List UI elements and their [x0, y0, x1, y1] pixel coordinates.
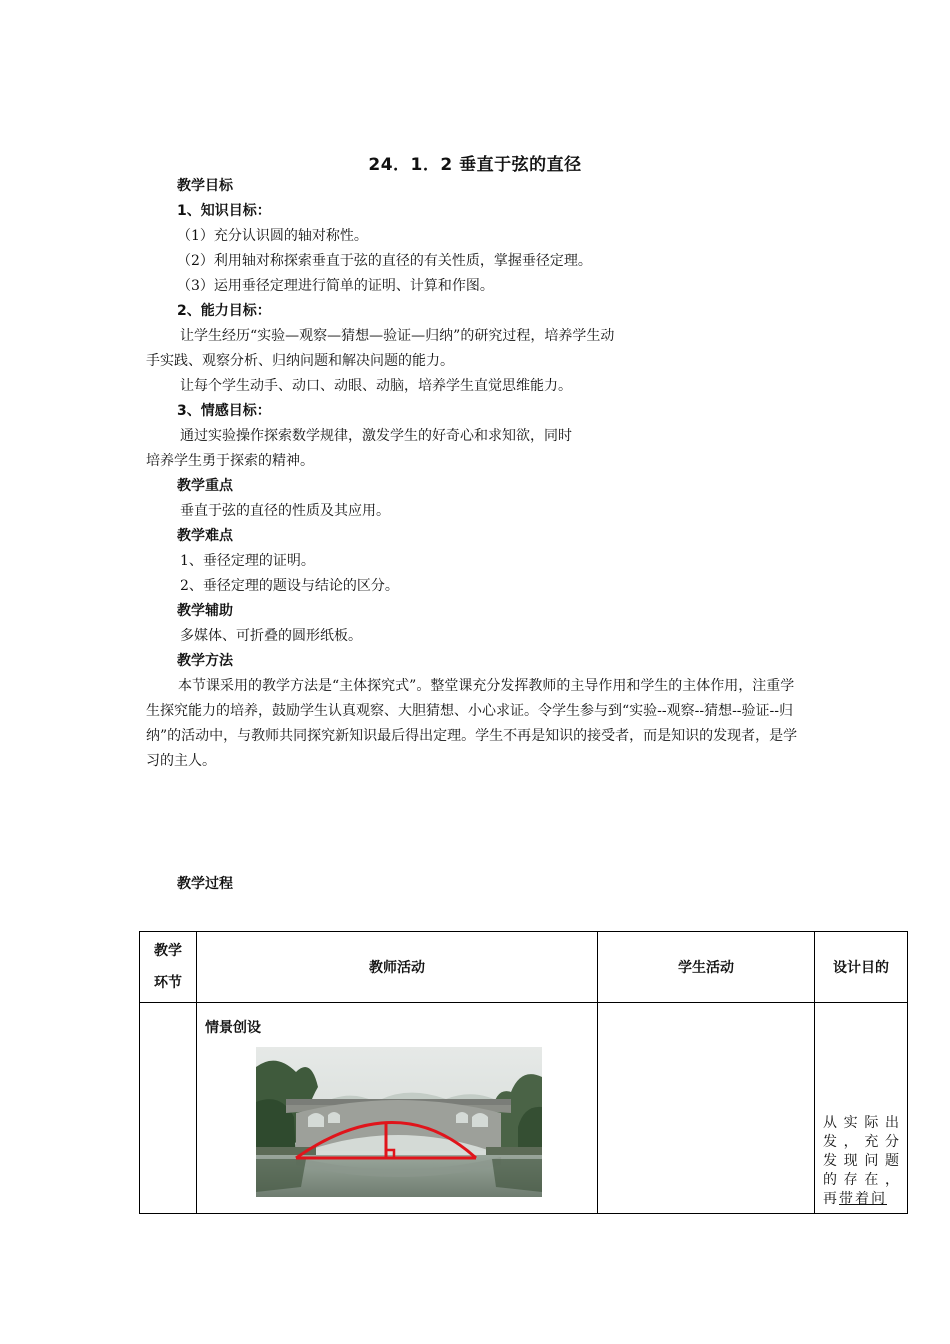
knowledge-item-1: （1）充分认识圆的轴对称性。: [177, 228, 368, 244]
emotion-line-2: 培养学生勇于探索的精神。: [146, 453, 314, 469]
design-purpose-cell: [815, 1003, 908, 1214]
process-heading: 教学过程: [177, 876, 233, 892]
method-heading: 教学方法: [177, 653, 233, 669]
teaching-process-table: [139, 931, 908, 1214]
header-design-purpose: 设计目的: [815, 932, 908, 1003]
difficulty-item-2: 2、垂径定理的题设与结论的区分。: [180, 578, 399, 594]
ability-paragraph-line-2: 手实践、观察分析、归纳问题和解决问题的能力。: [146, 353, 454, 369]
knowledge-item-2: （2）利用轴对称探索垂直于弦的直径的有关性质，掌握垂径定理。: [177, 253, 592, 269]
header-stage: [140, 932, 197, 1003]
method-text: 本节课采用的教学方法是“主体探究式”。整堂课充分发挥教师的主导作用和学生的主体作用，注重学生探究能力的培养，鼓励学生认真观察、大胆猜想、小心求证。令学生参与到“实验--观察--猜想--验证--归纳”的活动中，与教师共同探究新知识最后得出定理。学生不再是知识的接受者，而是知识的发现者，是学习的主人。: [146, 678, 798, 769]
objectives-heading: 教学目标: [177, 178, 233, 194]
ability-objective-heading: 2、能力目标：: [177, 303, 271, 319]
table-header-row: [140, 932, 908, 1003]
design-purpose-text: [823, 1114, 901, 1209]
ability-paragraph-line-1: 让学生经历“实验—观察—猜想—验证—归纳”的研究过程，培养学生动: [180, 328, 615, 344]
knowledge-objective-heading: 1、知识目标：: [177, 203, 271, 219]
knowledge-item-3: （3）运用垂径定理进行简单的证明、计算和作图。: [177, 278, 494, 294]
aids-heading: 教学辅助: [177, 603, 233, 619]
table-row: [140, 1003, 908, 1214]
purpose-underlined-text: 带着问: [839, 1191, 887, 1207]
bridge-photo: [256, 1047, 542, 1197]
header-stage-line-1: 教学: [154, 943, 182, 959]
scene-setup-label: 情景创设: [205, 1020, 261, 1036]
header-student-activity: 学生活动: [598, 932, 815, 1003]
difficulty-heading: 教学难点: [177, 528, 233, 544]
page-title: 24．1．2 垂直于弦的直径: [368, 155, 582, 175]
ability-paragraph-2: 让每个学生动手、动口、动眼、动脑，培养学生直觉思维能力。: [180, 378, 572, 394]
difficulty-item-1: 1、垂径定理的证明。: [180, 553, 315, 569]
key-point-heading: 教学重点: [177, 478, 233, 494]
key-point-text: 垂直于弦的直径的性质及其应用。: [180, 503, 390, 519]
header-stage-line-2: 环节: [154, 975, 182, 991]
aids-text: 多媒体、可折叠的圆形纸板。: [180, 628, 362, 644]
emotion-line-1: 通过实验操作探索数学规律，激发学生的好奇心和求知欲，同时: [180, 428, 572, 444]
stage-cell: [140, 1003, 197, 1214]
teacher-activity-cell: [197, 1003, 598, 1214]
emotion-objective-heading: 3、情感目标：: [177, 403, 271, 419]
method-paragraph: [146, 674, 808, 774]
purpose-plain-text: 从实际出发，充分发现问题的存在，再: [823, 1115, 901, 1207]
header-teacher-activity: 教师活动: [197, 932, 598, 1003]
student-activity-cell: [598, 1003, 815, 1214]
